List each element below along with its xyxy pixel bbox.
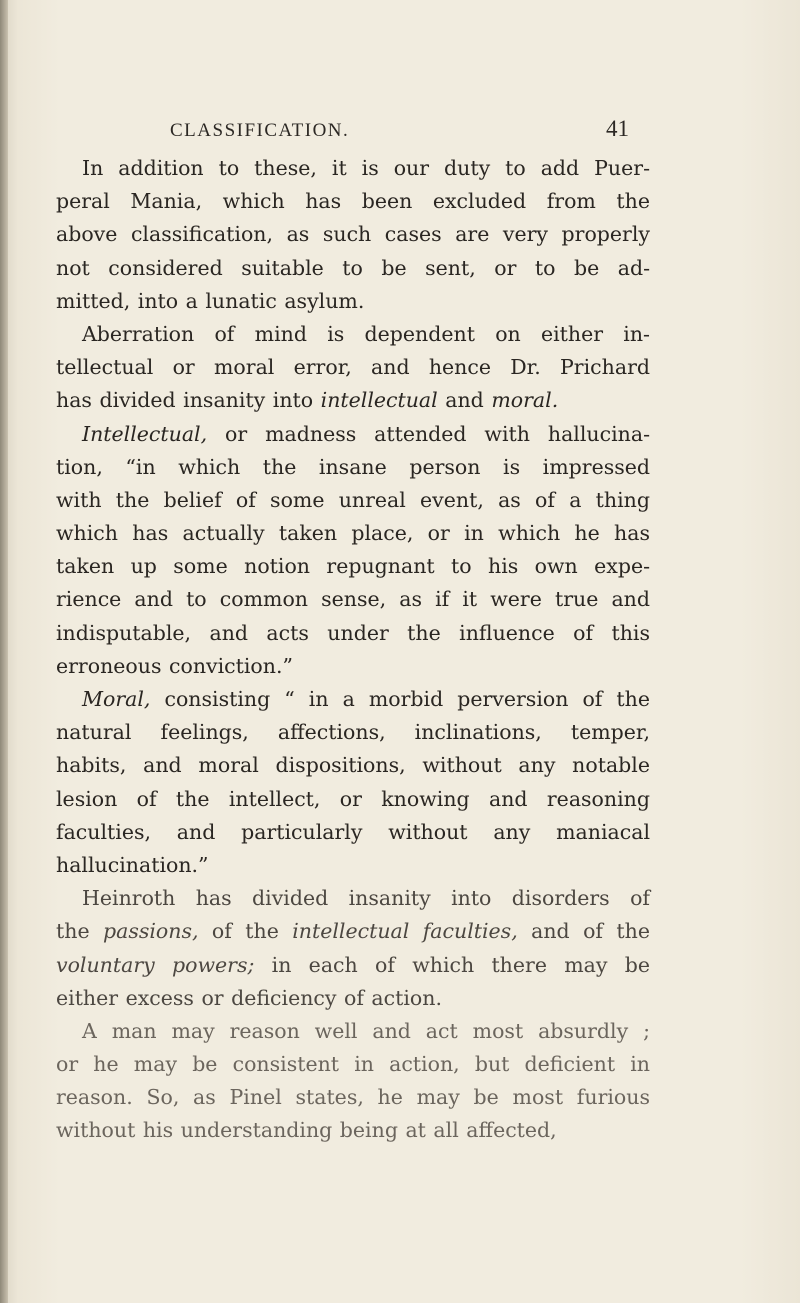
text-line: without his understanding being at all affected, (56, 1118, 557, 1143)
italic-lead: Intellectual, (82, 421, 208, 446)
text-run: has divided insanity into (56, 388, 314, 413)
text-run: in each of which there may be (271, 952, 650, 977)
text-line: above classification, as such cases are very properly (56, 222, 650, 247)
text-line: which has actually taken place, or in which he has (56, 521, 650, 546)
page-spine-shadow (0, 0, 8, 1303)
text-line: erroneous conviction.” (56, 653, 293, 678)
page-number: 41 (606, 116, 629, 141)
italic-term: moral. (491, 388, 559, 413)
text-run: the (56, 919, 90, 944)
italic-term: intellectual faculties, (292, 919, 518, 944)
text-line (56, 915, 650, 948)
text-line: taken up some notion repugnant to his own expe- (56, 554, 650, 579)
text-line: reason. So, as Pinel states, he may be most furious (56, 1085, 650, 1110)
text-line: tellectual or moral error, and hence Dr. Prichard (56, 355, 650, 380)
text-line: or he may be consistent in action, but deficient in (56, 1052, 650, 1077)
text-line (56, 683, 650, 716)
italic-lead: Moral, (82, 687, 151, 711)
italic-term: voluntary powers; (56, 952, 255, 977)
text-line: faculties, and particularly without any maniacal (56, 819, 650, 844)
text-line: rience and to common sense, as if it were true and (56, 587, 650, 612)
text-line: not considered suitable to be sent, or to be ad- (56, 255, 650, 280)
text-run: and of the (531, 919, 650, 944)
text-line: Aberration of mind is dependent on either in- (82, 321, 650, 346)
text-line: hallucination.” (56, 852, 209, 877)
text-run: of the (211, 919, 279, 944)
text-line (56, 418, 650, 451)
text-line (56, 949, 650, 982)
text-line: peral Mania, which has been excluded from the (56, 189, 650, 214)
text-run: consisting “ in a morbid perversion of the (164, 687, 650, 711)
text-line: natural feelings, affections, inclinations, temper, (56, 720, 650, 745)
text-line: with the belief of some unreal event, as of a thing (56, 487, 650, 512)
text-line: Heinroth has divided insanity into disorders of (82, 886, 650, 911)
text-line: habits, and moral dispositions, without any notable (56, 753, 650, 778)
text-line (56, 384, 650, 417)
text-run: and (445, 388, 484, 413)
italic-term: intellectual (320, 388, 438, 413)
running-head (56, 112, 636, 142)
text-line: indisputable, and acts under the influence of this (56, 620, 650, 645)
body-text (56, 152, 650, 1148)
text-run: or madness attended with hallucina- (225, 421, 650, 446)
text-line: lesion of the intellect, or knowing and reasoning (56, 786, 650, 811)
text-line: In addition to these, it is our duty to add Puer- (82, 156, 650, 180)
italic-term: passions, (102, 919, 199, 944)
text-line: tion, “in which the insane person is impressed (56, 454, 650, 479)
text-line: mitted, into a lunatic asylum. (56, 288, 365, 313)
text-line: either excess or deficiency of action. (56, 985, 442, 1010)
running-title: CLASSIFICATION. (170, 120, 350, 141)
text-line: A man may reason well and act most absurdly ; (82, 1018, 650, 1043)
